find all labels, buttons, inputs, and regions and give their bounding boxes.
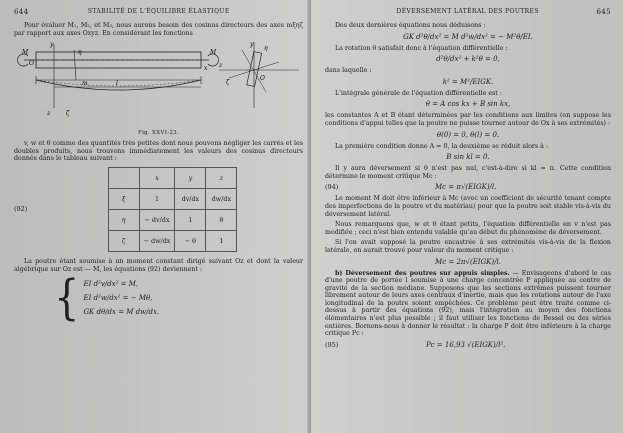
- table-cell: − dv/dx: [139, 209, 175, 230]
- left-page-number: 644: [14, 8, 29, 16]
- cosine-table-block: [14, 167, 303, 252]
- equation-critical-load: Pc = 16,93 √(EIGK)/l².: [425, 340, 506, 349]
- table-cell: − θ: [175, 230, 206, 251]
- label-z2: z: [219, 62, 223, 70]
- equation-2: d²θ/dx² + k²θ = 0,: [436, 55, 500, 64]
- label-z: z: [47, 110, 51, 118]
- table-cell: [108, 167, 139, 188]
- right-p7: Il y aura déversement si θ n'est pas nul, c'est-à-dire si kl = π. Cette condition détermine le moment critique Mc :: [325, 165, 611, 180]
- table-cell: 1: [206, 230, 237, 251]
- right-page: [311, 0, 623, 433]
- figure-caption: Fig. XXVI-23.: [137, 130, 180, 137]
- right-p6: La première condition donne A = 0, la deuxième se réduit alors à :: [335, 142, 549, 150]
- system-eq-2: EI d²w/dx² = − Mθ,: [83, 294, 153, 303]
- left-page: [0, 0, 311, 433]
- table-header-row: [108, 167, 237, 188]
- label-M-left: M: [22, 49, 29, 57]
- equation-94: [325, 183, 611, 191]
- left-running-head: STABILITÉ DE L'ÉQUILIBRE ÉLASTIQUE: [87, 8, 230, 15]
- table-cell: 1: [175, 209, 206, 230]
- table-cell: − dw/dx: [139, 230, 175, 251]
- beam-figure: [14, 40, 302, 128]
- label-zeta: ζ: [66, 110, 70, 118]
- label-zeta2: ζ: [226, 79, 230, 87]
- right-p8: Le moment M doit être inférieur à Mc (avec un coefficient de sécurité tenant compte des imperfections de la poutre et du matériau) pour que la poutre soit stable vis-à-vis du déversement latéral.: [325, 195, 611, 218]
- equation-95: [325, 341, 611, 349]
- right-p9: Nous remarquons que, w et θ étant petits, l'équation différentielle en v n'est pas modifiée ; ceci n'est bien entendu valable qu'au début du phénomène de déversement.: [325, 221, 611, 236]
- table-cell: y: [175, 167, 206, 188]
- equation-8: Mc = 2π√(EIGK)/l.: [435, 257, 501, 266]
- table-cell: ξ: [108, 188, 139, 209]
- left-header: [14, 8, 303, 16]
- table-cell: dv/dx: [175, 188, 206, 209]
- label-eta: η: [78, 49, 82, 57]
- system-eq-3: GK dθ/dx = M dw/dx.: [83, 308, 160, 317]
- section-title: b) Déversement des poutres sur appuis simples.: [335, 269, 510, 277]
- table-cell: x: [139, 167, 175, 188]
- label-y: y: [50, 41, 54, 49]
- label-O: O: [29, 60, 34, 68]
- system-eq-1: EI d²v/dx² = M,: [83, 280, 139, 289]
- table-number: (92): [14, 205, 28, 214]
- table-cell: η: [108, 209, 139, 230]
- section-text: — Envisageons d'abord le cas d'une poutre de portée l soumise à une charge concentrée P appliquée au centre de gravité de la section médiane. Supposons que les sections extrêmes puissent tourner librement autour de leurs axes centraux d'inertie, mais que les rotations autour de l'axe longitudinal de la poutre soient empêchées. Ce problème peut être traité comme ci-dessus à partir des équations (92), mais l'intégration au moyen des fonctions élémentaires n'est plus possible ; il faut utiliser les fonctions de Bessel ou des séries entières. Bornons-nous à donner le résultat : la charge P doit être inférieure à la charge critique Pc :: [325, 269, 611, 338]
- equation-system: [14, 270, 303, 326]
- right-p3: dans laquelle :: [325, 67, 372, 75]
- equation-3: k² = M²/EIGK.: [442, 77, 494, 86]
- table-cell: 1: [139, 188, 175, 209]
- table-cell: z: [206, 167, 237, 188]
- table-cell: ζ: [108, 230, 139, 251]
- table-row: [108, 230, 237, 251]
- table-cell: θ: [206, 209, 237, 230]
- equation-6: B sin kl = 0.: [446, 153, 490, 162]
- right-page-number: 645: [596, 8, 611, 16]
- label-O2: O: [260, 75, 265, 83]
- label-m: m: [82, 80, 88, 88]
- left-para3: La poutre étant soumise à un moment constant dirigé suivant Oz et dont la valeur algébrique sur Oz est — M, les équations (92) deviennent :: [14, 257, 303, 273]
- label-x: x: [204, 65, 208, 73]
- table-cell: dw/dx: [206, 188, 237, 209]
- right-p11: [325, 270, 611, 338]
- equation-number-94: (94): [325, 183, 339, 192]
- equation-critical-moment: Mc = π√(EIGK)/l.: [434, 183, 497, 192]
- right-p5: les constantes A et B étant déterminées par les conditions aux limites (on suppose les conditions d'appui telles que la poutre ne puisse tourner autour de Ox à ses extrémités) :: [325, 112, 611, 127]
- equation-4: θ = A cos kx + B sin kx,: [425, 100, 511, 109]
- left-intro: Pour évaluer M₁, M₂, et M₃, nous aurons besoin des cosinus directeurs des axes mξηζ par rapport aux axes Oxyz. En considérant les fonctions: [14, 22, 303, 37]
- label-y2: y: [250, 41, 254, 49]
- label-M-right: M: [210, 49, 217, 57]
- table-row: [108, 188, 237, 209]
- right-p1: Des deux dernières équations nous déduisons :: [335, 22, 486, 29]
- equation-number-95: (95): [325, 340, 339, 349]
- right-p2: La rotation θ satisfait donc à l'équation différentielle :: [335, 44, 508, 52]
- right-running-head: DÉVERSEMENT LATÉRAL DES POUTRES: [396, 8, 539, 15]
- table-row: [108, 209, 237, 230]
- right-p10: Si l'on avait supposé la poutre encastrée à ses extrémités vis-à-vis de la flexion latérale, on aurait trouvé pour valeur du moment critique :: [325, 239, 611, 254]
- left-para2: v, w et θ comme des quantités très petites dont nous pouvons négliger les carrés et les doubles produits, nous trouvons immédiatement les valeurs des cosinus directeurs donnés dans le tableau suivant :: [14, 140, 303, 163]
- brace-symbol: {: [54, 270, 80, 326]
- equation-1: GK d²θ/dx² = M d²w/dx² = − M²θ/EI.: [403, 32, 533, 41]
- right-header: [325, 8, 611, 16]
- equation-5: θ(0) = 0, θ(l) = 0.: [436, 130, 500, 139]
- right-p4: L'intégrale générale de l'équation différentielle est :: [335, 89, 502, 97]
- label-l: l: [116, 80, 118, 88]
- cosine-table: [108, 167, 238, 252]
- label-eta2: η: [264, 45, 268, 53]
